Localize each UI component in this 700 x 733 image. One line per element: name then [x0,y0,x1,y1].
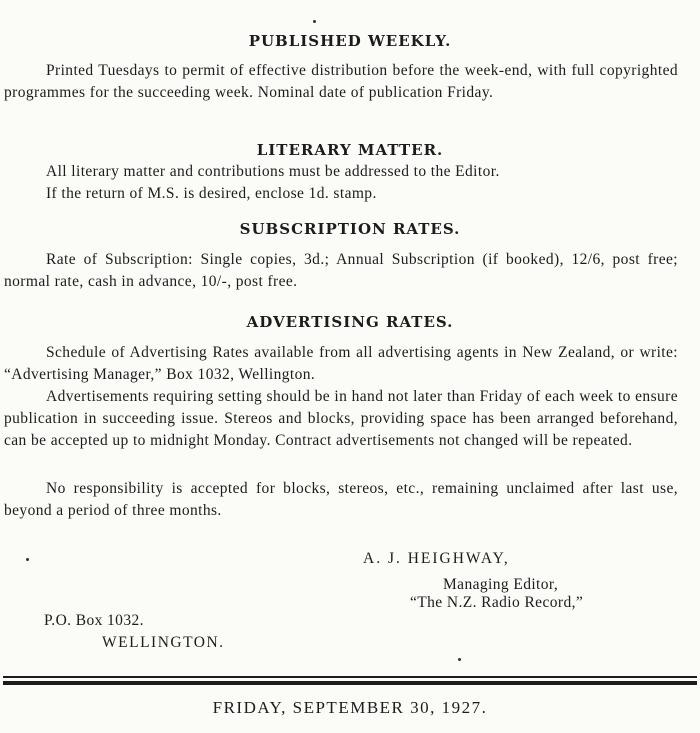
subscription-text: Rate of Subscription: Single copies, 3d.; Annual Subscription (if booked), 12/6, post free; normal rate, cash in advance, 10/-, post free. [4,251,678,290]
po-box: P.O. Box 1032. [44,612,144,629]
subscription-heading: SUBSCRIPTION RATES. [239,220,461,238]
ink-speck [313,20,316,23]
rule-bottom [3,681,697,685]
editor-name: A. J. HEIGHWAY, [363,550,510,567]
advertising-responsibility-text: No responsibility is accepted for blocks, stereos, etc., remaining unclaimed after last use, beyond a period of three months. [4,480,678,519]
published-text: Printed Tuesdays to permit of effective distribution before the week-end, with full copyrighted programmes for the succeeding week. Nominal date of publication Friday. [4,62,678,101]
literary-line-2: If the return of M.S. is desired, enclose 1d. stamp. [46,185,377,202]
dateline: FRIDAY, SEPTEMBER 30, 1927. [212,698,488,717]
city: WELLINGTON. [102,634,225,651]
advertising-schedule-text: Schedule of Advertising Rates available from all advertising agents in New Zealand, or write: “Advertising Manager,” Box 1032, Wellington. [4,344,678,383]
rule-top [3,676,697,678]
ink-speck [458,658,461,661]
publication-name: “The N.Z. Radio Record,” [410,594,584,611]
advertising-heading: ADVERTISING RATES. [246,313,454,331]
published-heading: PUBLISHED WEEKLY. [248,32,452,50]
literary-line-1: All literary matter and contributions must be addressed to the Editor. [46,163,500,180]
advertising-setting-text: Advertisements requiring setting should be in hand not later than Friday of each week to ensure publication in succeeding issue. Stereos and blocks, providing space has been arranged beforehand, can be accepted up to midnight Monday. Contract advertisements not changed will be repeated. [4,388,678,449]
ink-speck [26,558,29,561]
editor-title: Managing Editor, [443,576,559,593]
literary-heading: LITERARY MATTER. [256,141,444,159]
